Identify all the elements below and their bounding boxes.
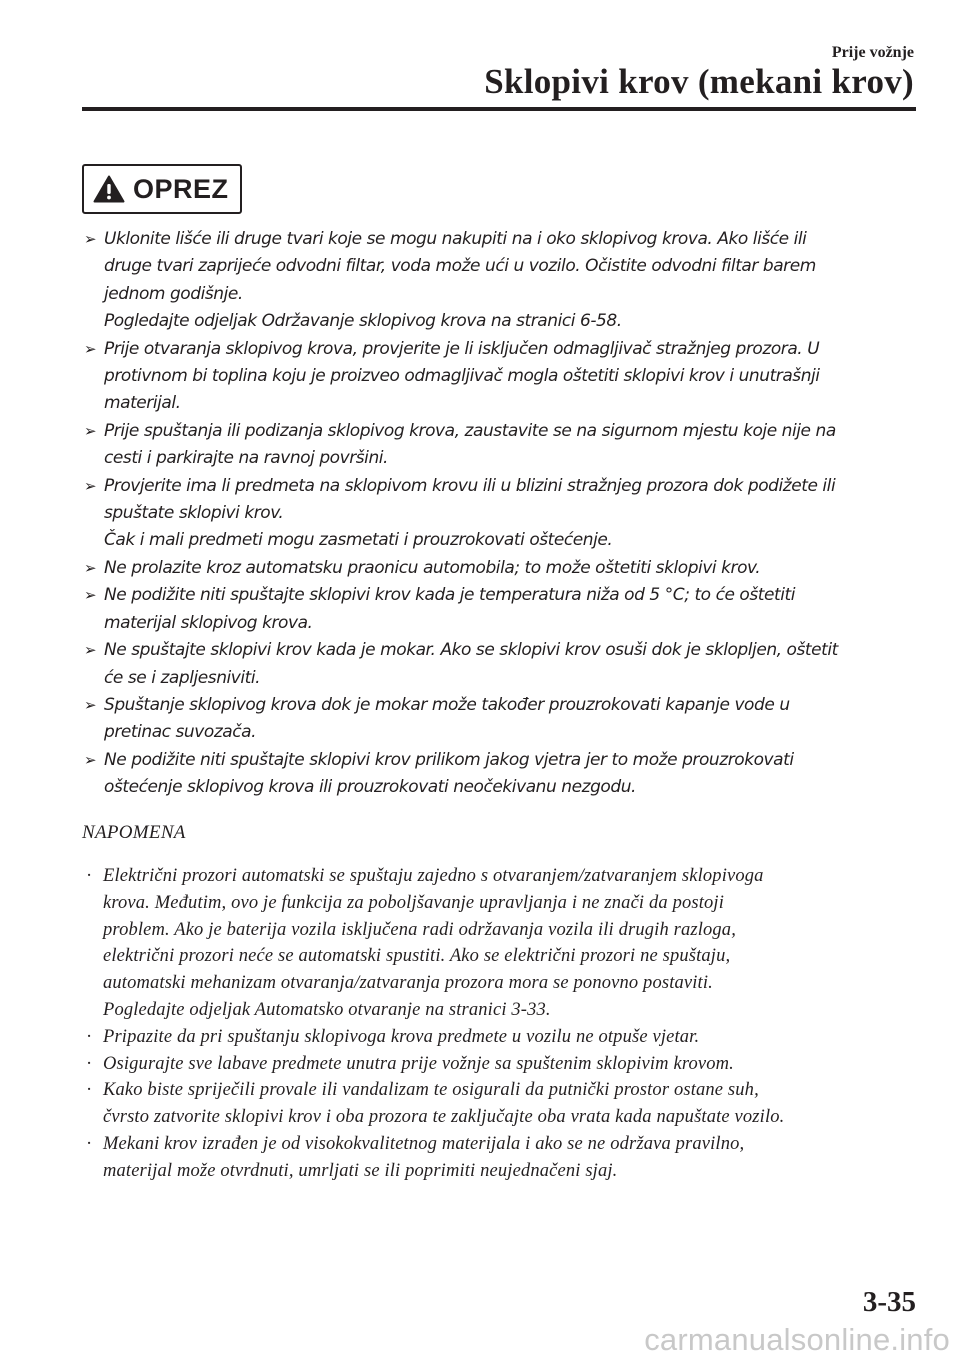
note-item-line: Osigurajte sve labave predmete unutra prije vožnje sa spuštenim sklopivim krovom. [103,1053,734,1074]
arrow-bullet-icon: ➢ [84,339,97,358]
caution-item [84,226,914,336]
watermark: carmanualsonline.info [644,1322,950,1357]
arrow-bullet-icon: ➢ [84,421,97,440]
caution-item-line: Uklonite lišće ili druge tvari koje se mogu nakupiti na i oko sklopivog krova. Ako lišće ili [104,229,807,249]
caution-item-line: Prije otvaranja sklopivog krova, provjerite je li isključen odmagljivač stražnjeg prozora. U [104,338,820,359]
note-item [86,863,926,1024]
caution-item-line: materijal. [104,393,181,414]
caution-item-line: Pogledajte odjeljak Održavanje sklopivog krova na stranici 6-58. [104,311,622,332]
arrow-bullet-icon: ➢ [84,586,97,605]
note-item-line: Kako biste spriječili provale ili vandalizam te osigurali da putnički prostor ostane suh, [103,1080,759,1101]
caution-item [84,418,914,473]
note-item-line: Pripazite da pri spuštanju sklopivoga krova predmete u vozilu ne otpuše vjetar. [103,1026,700,1047]
dot-bullet-icon: · [86,1133,93,1154]
note-item [86,1131,926,1185]
caution-item-line: Ne spuštajte sklopivi krov kada je mokar. Ako se sklopivi krov osuši dok je sklopljen, oštetit [104,640,838,661]
note-item-line: automatski mehanizam otvaranja/zatvaranja prozora mora se ponovno postaviti. [103,973,713,994]
caution-label: OPREZ [133,173,229,204]
note-item-line: Mekani krov izrađen je od visokokvalitetnog materijala i ako se ne održava pravilno, [103,1133,745,1154]
caution-item-line: Ne podižite niti spuštajte sklopivi krov prilikom jakog vjetra jer to može prouzrokovati [104,749,794,770]
arrow-bullet-icon: ➢ [84,230,97,248]
caution-item [84,473,914,555]
note-item-line: problem. Ako je baterija vozila isključena radi održavanja vozila ili drugih razloga, [103,919,736,940]
note-item-line: čvrsto zatvorite sklopivi krov i oba prozora te zaključajte oba vrata kada napuštate vozilo. [103,1107,785,1128]
caution-item-line: Ne prolazite kroz automatsku praonicu automobila; to može oštetiti sklopivi krov. [104,557,761,578]
caution-item-line: spuštate sklopivi krov. [104,503,284,524]
caution-item-line: oštećenje sklopivog krova ili prouzrokovati neočekivanu nezgodu. [104,777,636,798]
caution-list [84,226,914,802]
caution-item-line: će se i zapljesniviti. [104,667,261,688]
caution-item-line: Čak i mali predmeti mogu zasmetati i prouzrokovati oštećenje. [104,530,613,551]
caution-item-line: Spuštanje sklopivog krova dok je mokar može također prouzrokovati kapanje vode u [104,694,790,715]
caution-item-line: Provjerite ima li predmeta na sklopivom krovu ili u blizini stražnjeg prozora dok podižete ili [104,475,836,496]
caution-item-line: Ne podižite niti spuštajte sklopivi krov kada je temperatura niža od 5 °C; to će oštetiti [104,585,795,606]
note-item-line: električni prozori neće se automatski spustiti. Ako se električni prozori ne spuštaju, [103,946,731,967]
arrow-bullet-icon: ➢ [84,558,97,577]
caution-item-line: cesti i parkirajte na ravnoj površini. [104,448,388,469]
section-label: Prije vožnje [831,44,914,61]
caution-item [84,582,914,637]
note-list [86,863,926,1185]
page-title: Sklopivi krov (mekani krov) [484,62,914,101]
caution-item-line: materijal sklopivog krova. [104,612,313,633]
header-divider [82,107,916,111]
caution-item [84,336,914,418]
arrow-bullet-icon: ➢ [84,641,97,660]
dot-bullet-icon: · [86,1026,93,1047]
caution-item-line: Prije spuštanja ili podizanja sklopivog krova, zaustavite se na sigurnom mjestu koje nije na [104,420,836,441]
caution-item-line: jednom godišnje. [104,283,243,304]
caution-item [84,692,914,747]
caution-badge [82,164,242,214]
note-item-line: krova. Međutim, ovo je funkcija za poboljšavanje upravljanja i ne znači da postoji [103,892,724,913]
arrow-bullet-icon: ➢ [84,750,97,769]
note-item-line: materijal može otvrdnuti, umrljati se ili poprimiti neujednačeni sjaj. [103,1160,618,1181]
note-item-line: Pogledajte odjeljak Automatsko otvaranje na stranici 3-33. [103,999,551,1020]
caution-item [84,555,914,582]
caution-item-line: druge tvari zaprijeće odvodni filtar, voda može ući u vozilo. Očistite odvodni filtar barem [104,256,816,277]
caution-item [84,747,914,802]
note-item [86,1051,926,1078]
caution-item [84,637,914,692]
note-item-line: Električni prozori automatski se spuštaju zajedno s otvaranjem/zatvaranjem sklopivoga [103,866,764,886]
arrow-bullet-icon: ➢ [84,695,97,714]
note-heading: NAPOMENA [82,822,186,843]
caution-item-line: pretinac suvozača. [104,722,257,743]
dot-bullet-icon: · [86,1080,93,1101]
warning-triangle-icon [93,175,125,203]
dot-bullet-icon: · [86,866,93,886]
note-item [86,1077,926,1131]
arrow-bullet-icon: ➢ [84,476,97,495]
page-number: 3-35 [862,1286,916,1318]
note-item [86,1024,926,1051]
dot-bullet-icon: · [86,1053,93,1074]
caution-item-line: protivnom bi toplina koju je proizveo odmagljivač mogla oštetiti sklopivi krov i unutrašnji [104,366,820,387]
